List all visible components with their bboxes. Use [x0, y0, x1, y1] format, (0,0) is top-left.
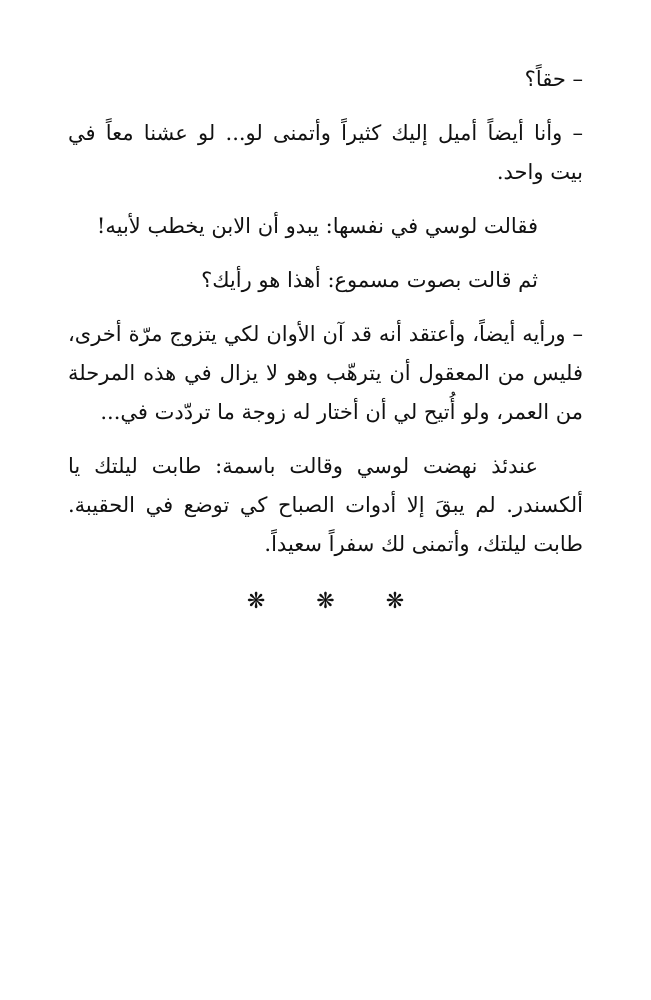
dialogue-line-his-opinion: – ورأيه أيضاً، وأعتقد أنه قد آن الأوان لكي يتزوج مرّة أخرى، فليس من المعقول أن يترهّب وهو لا يزال في هذه المرحلة من العمر، ولو أُتيح لي أن أختار له زوجة ما تردّدت في... — [68, 322, 583, 424]
narration-lucy-asks: ثم قالت بصوت مسموع: أهذا هو رأيك؟ — [201, 268, 538, 292]
dialogue-line-living-together: – وأنا أيضاً أميل إليك كثيراً وأتمنى لو... لو عشنا معاً في بيت واحد. — [68, 121, 583, 184]
section-break-ornament: ❋ ❋ ❋ — [246, 589, 427, 614]
narration-good-night: عندئذ نهضت لوسي وقالت باسمة: طابت ليلتك يا ألكسندر. لم يبقَ إلا أدوات الصباح كي توضع في الحقيبة. طابت ليلتك، وأتمنى لك سفراً سعيداً. — [68, 454, 583, 556]
dialogue-line-really: – حقاً؟ — [524, 67, 583, 91]
book-page — [68, 60, 583, 621]
narration-lucy-thought: فقالت لوسي في نفسها: يبدو أن الابن يخطب لأبيه! — [96, 214, 538, 238]
